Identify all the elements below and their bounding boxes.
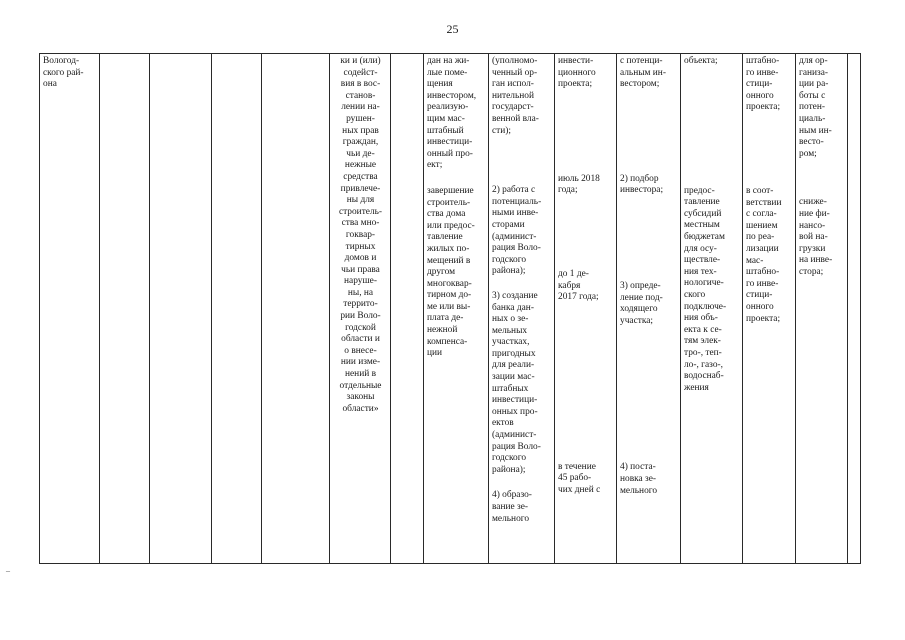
table-cell-14 bbox=[796, 54, 848, 564]
table-cell-3 bbox=[150, 54, 212, 564]
law-title-text: ки и (или) содейст- вия в вос- станов- лении на- рушен- ных прав граждан, чьи де- нежные средства привлече- ны для строитель- ства мно- гоквар- тирных домов и чьи права наруше- ны, на террито- рии Воло- годской области и о внесе- нии изме- нений в отдельные законы области» bbox=[338, 56, 383, 414]
action-text-3: 3) опреде- ление под- ходящего участка; bbox=[620, 280, 663, 326]
table-cell-12 bbox=[681, 54, 743, 564]
result-text-1: дан на жи- лые поме- щения инвестором, реализую- щим мас- штабный инвестици- онный про- ект; bbox=[427, 56, 477, 171]
table-cell-4 bbox=[212, 54, 262, 564]
deadline-text-1: инвести- ционного проекта; bbox=[558, 56, 596, 90]
measure-text-3: 3) создание банка дан- ных о зе- мельных участках, пригодных для реали- зации мас- штабных инвестици- онных про- ектов (админист- рация Воло- годского района); bbox=[492, 290, 541, 475]
table-cell-6 bbox=[330, 54, 391, 564]
deadline-text-3: до 1 де- кабря 2017 года; bbox=[558, 268, 599, 303]
goal-text-2: сниже- ние фи- нансо- вой на- грузки на инве- стора; bbox=[799, 197, 833, 277]
table-cell-5 bbox=[262, 54, 330, 564]
basis-text-2: в соот- ветствии с согла- шением по реа- лизации мас- штабно- го инве- стици- онного проекта; bbox=[746, 185, 782, 324]
action-text-1: с потенци- альным ин- вестором; bbox=[620, 56, 666, 90]
measure-text-4: 4) образо- вание зе- мельного bbox=[492, 490, 532, 524]
table-cell-11 bbox=[617, 54, 681, 564]
scan-mark: – bbox=[6, 566, 10, 575]
table-cell-1 bbox=[40, 54, 100, 564]
region-name-text: Вологод- ского рай- она bbox=[43, 56, 84, 90]
deadline-text-4: в течение 45 рабо- чих дней с bbox=[558, 461, 601, 495]
table-cell-2 bbox=[100, 54, 150, 564]
table-cell-9 bbox=[489, 54, 555, 564]
result-text-2: завершение строитель- ства дома или предос- тавление жилых по- мещений в другом многоквар- тирном до- ме или вы- плата де- нежной компенса- ции bbox=[427, 185, 475, 359]
table-row bbox=[40, 54, 861, 564]
measure-text-1: (уполномо- ченный ор- ган испол- нительной государст- венной вла- сти); bbox=[492, 56, 539, 136]
table-cell-10 bbox=[555, 54, 617, 564]
basis-text-1: штабно- го инве- стици- онного проекта; bbox=[746, 56, 781, 113]
measure-text-2: 2) работа с потенциаль- ными инве- сторами (админист- рация Воло- годского района); bbox=[492, 185, 542, 277]
action-text-2: 2) подбор инвестора; bbox=[620, 173, 664, 196]
support-text-2: предос- тавление субсидий местным бюджетам для осу- ществле- ния тех- нологиче- ского подключе- ния объ- екта к се- тям элек- тро-, теп- ло-, газо-, водоснаб- жения bbox=[684, 185, 727, 393]
goal-text-1: для ор- ганиза- ции ра- боты с потен- циаль- ным ин- весто- ром; bbox=[799, 56, 832, 159]
page-number: 25 bbox=[446, 22, 459, 36]
deadline-text-2: июль 2018 года; bbox=[558, 173, 600, 196]
table-cell-13 bbox=[743, 54, 796, 564]
action-text-4: 4) поста- новка зе- мельного bbox=[620, 462, 658, 496]
document-table bbox=[39, 53, 861, 564]
table-cell-15 bbox=[848, 54, 861, 564]
support-text-1: объекта; bbox=[684, 56, 718, 66]
table-cell-7 bbox=[391, 54, 424, 564]
table-cell-8 bbox=[424, 54, 489, 564]
